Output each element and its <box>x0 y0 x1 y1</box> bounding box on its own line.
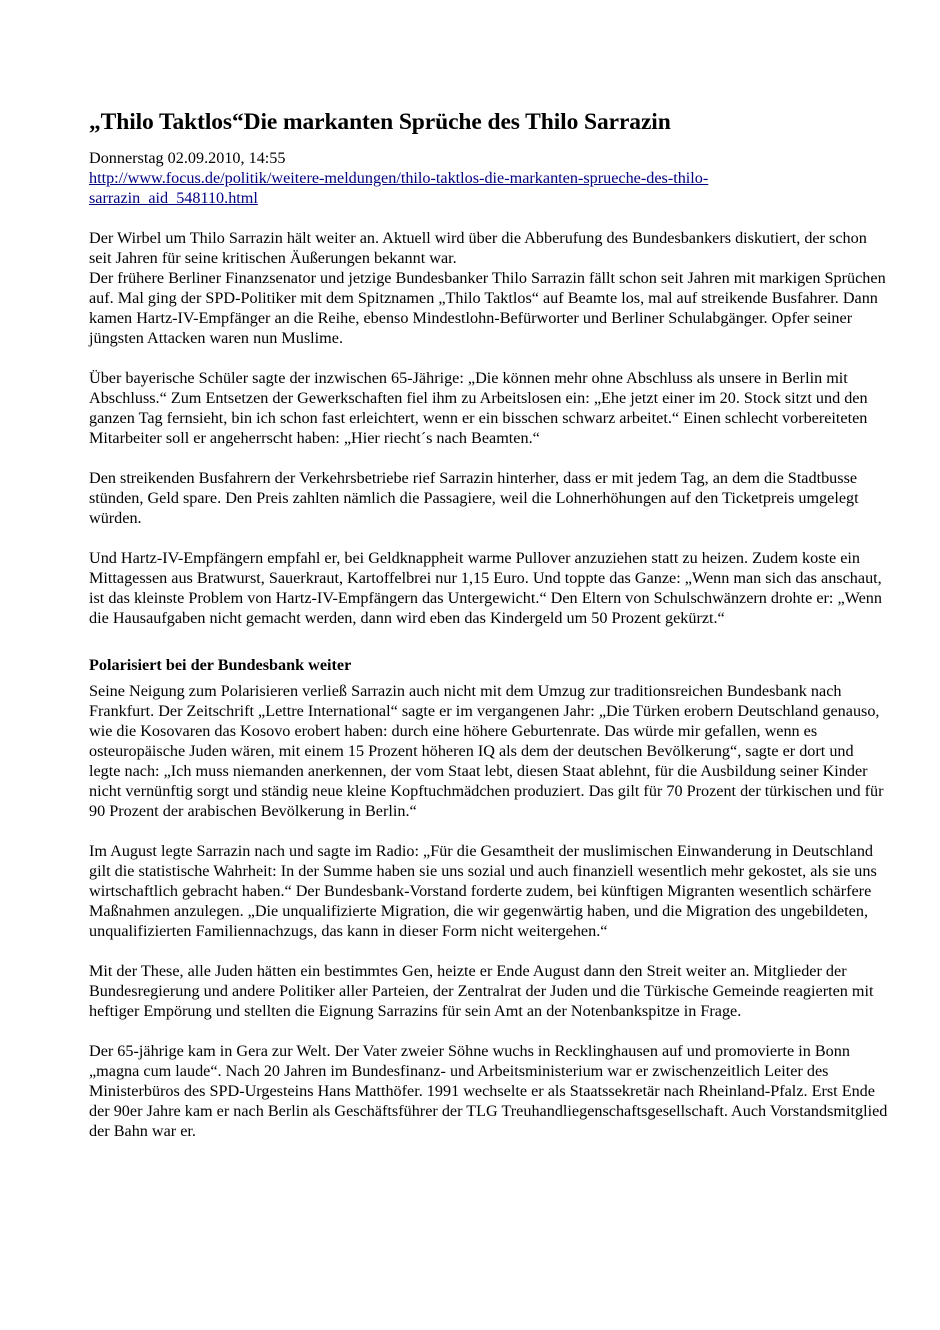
paragraph-hartz-iv: Und Hartz-IV-Empfängern empfahl er, bei Geldknappheit warme Pullover anzuziehen statt zu heizen. Zudem koste ein Mittagessen aus Bratwurst, Sauerkraut, Kartoffelbrei nur 1,15 Euro. Und toppte das Ganze: „Wenn man sich das anschaut, ist das kleinste Problem von Hartz-IV-Empfängern das Untergewicht.“ Den Eltern von Schulschwänzern drohte er: „Wenn die Hausaufgaben nicht gemacht werden, dann wird eben das Kindergeld um 50 Prozent gekürzt.“ <box>89 549 882 627</box>
paragraph-schueler: Über bayerische Schüler sagte der inzwischen 65-Jährige: „Die können mehr ohne Abschluss als unsere in Berlin mit Abschluss.“ Zum Entsetzen der Gewerkschaften fiel ihm zu Arbeitslosen ein: „Ehe jetzt einer im 20. Stock sitzt und den ganzen Tag fernsieht, bin ich schon fast erleichtert, wenn er ein bisschen schwarz arbeitet.“ Einen schlecht vorbereiteten Mitarbeiter soll er angeherrscht haben: „Hier riecht´s nach Beamten.“ <box>89 369 868 447</box>
paragraph-biografie: Der 65-jährige kam in Gera zur Welt. Der Vater zweier Söhne wuchs in Recklinghausen auf und promovierte in Bonn „magna cum laude“. Nach 20 Jahren im Bundesfinanz- und Arbeitsministerium war er zwischenzeitlich Leiter des Ministerbüros des SPD-Urgesteins Hans Matthöfer. 1991 wechselte er als Staatssekretär nach Rheinland-Pfalz. Erst Ende der 90er Jahre kam er nach Berlin als Geschäftsführer der TLG Treuhandliegenschaftsgesellschaft. Auch Vorstandsmitglied der Bahn war er. <box>89 1042 888 1140</box>
paragraph-radio: Im August legte Sarrazin nach und sagte im Radio: „Für die Gesamtheit der muslimischen Einwanderung in Deutschland gilt die statistische Wahrheit: In der Summe haben sie uns sozial und auch finanziell wesentlich mehr gekostet, als sie uns wirtschaftlich gebracht haben.“ Der Bundesbank-Vorstand forderte zudem, bei künftigen Migranten wesentlich schärfere Maßnahmen anzulegen. „Die unqualifizierte Migration, die wir gegenwärtig haben, und die Migration des ungebildeten, unqualifizierten Familiennachzugs, das kann in dieser Form nicht weitergehen.“ <box>89 842 877 940</box>
paragraph-busfahrer: Den streikenden Busfahrern der Verkehrsbetriebe rief Sarrazin hinterher, dass er mit jedem Tag, an dem die Stadtbusse stünden, Geld spare. Den Preis zahlten nämlich die Passagiere, weil die Lohnerhöhungen auf den Ticketpreis umgelegt würden. <box>89 469 859 527</box>
section-heading: Polarisiert bei der Bundesbank weiter <box>89 656 352 674</box>
source-link-line-1: http://www.focus.de/politik/weitere-meldungen/thilo-taktlos-die-markanten-sprueche-des-thilo- <box>89 169 709 187</box>
paragraph-gen-these: Mit der These, alle Juden hätten ein bestimmtes Gen, heizte er Ende August dann den Streit weiter an. Mitglieder der Bundesregierung und andere Politiker aller Parteien, der Zentralrat der Juden und die Türkische Gemeinde reagierten mit heftiger Empörung und stellten die Eignung Sarrazins für sein Amt an der Notenbankspitze in Frage. <box>89 962 874 1020</box>
article-date: Donnerstag 02.09.2010, 14:55 <box>89 149 286 167</box>
source-link-line-2: sarrazin_aid_548110.html <box>89 189 258 207</box>
paragraph-intro-2: Der frühere Berliner Finanzsenator und jetzige Bundesbanker Thilo Sarrazin fällt schon seit Jahren mit markigen Sprüchen auf. Mal ging der SPD-Politiker mit dem Spitznamen „Thilo Taktlos“ auf Beamte los, mal auf streikende Busfahrer. Dann kamen Hartz-IV-Empfänger an die Reihe, ebenso Mindestlohn-Befürworter und Berliner Schulabgänger. Opfer seiner jüngsten Attacken waren nun Muslime. <box>89 269 886 347</box>
paragraph-lettre-international: Seine Neigung zum Polarisieren verließ Sarrazin auch nicht mit dem Umzug zur traditionsreichen Bundesbank nach Frankfurt. Der Zeitschrift „Lettre International“ sagte er im vergangenen Jahr: „Die Türken erobern Deutschland genauso, wie die Kosovaren das Kosovo erobert haben: durch eine höhere Geburtenrate. Das würde mir gefallen, wenn es osteuropäische Juden wären, mit einem 15 Prozent höheren IQ als dem der deutschen Bevölkerung“, sagte er dort und legte nach: „Ich muss niemanden anerkennen, der vom Staat lebt, diesen Staat ablehnt, für die Ausbildung seiner Kinder nicht vernünftig sorgt und ständig neue kleine Kopftuchmädchen produziert. Das gilt für 70 Prozent der türkischen und für 90 Prozent der arabischen Bevölkerung in Berlin.“ <box>89 682 884 820</box>
article-title: „Thilo Taktlos“Die markanten Sprüche des Thilo Sarrazin <box>89 109 671 135</box>
source-link[interactable] <box>89 168 889 208</box>
document-page <box>89 108 889 1141</box>
paragraph-intro-1: Der Wirbel um Thilo Sarrazin hält weiter an. Aktuell wird über die Abberufung des Bundesbankers diskutiert, der schon seit Jahren für seine kritischen Äußerungen bekannt war. <box>89 229 867 267</box>
